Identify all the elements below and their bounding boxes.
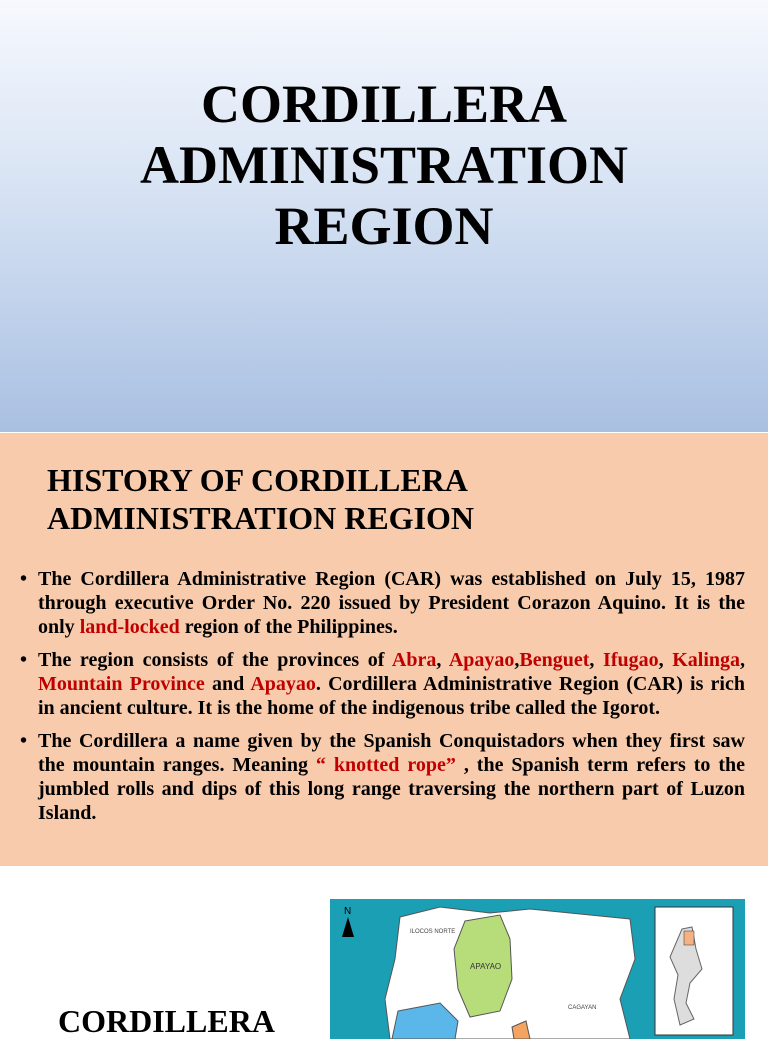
heading-line-2: ADMINISTRATION REGION	[47, 500, 475, 536]
bullet-2-intro: The region consists of the provinces of	[38, 649, 392, 671]
history-slide	[0, 433, 768, 866]
province-benguet: Benguet	[519, 649, 590, 671]
title-slide	[0, 0, 768, 432]
cordillera-map	[330, 899, 745, 1039]
bullet-2-rest: . Cordillera Administrative Region (CAR) is rich in ancient culture. It is the home of the indigenous tribe called the Igorot.	[38, 673, 745, 719]
title-line-3: REGION	[274, 196, 494, 256]
heading-line-1: HISTORY OF CORDILLERA	[47, 462, 468, 498]
map-label-apayao: APAYAO	[470, 962, 502, 971]
knotted-rope-highlight: “ knotted rope”	[315, 754, 456, 776]
bullet-dot: •	[20, 649, 28, 671]
province-apayao: Apayao	[448, 649, 515, 671]
history-bullets	[20, 567, 745, 834]
province-apayao-2: Apayao	[250, 673, 316, 695]
north-arrow-icon	[342, 917, 354, 937]
title-line-1: CORDILLERA	[200, 74, 568, 134]
land-locked-highlight: land-locked	[79, 616, 180, 638]
map-label-ilocos-norte: ILOCOS NORTE	[410, 929, 456, 935]
bullet-name-origin	[20, 729, 745, 825]
inset-highlight	[684, 931, 694, 945]
bullet-1-text-end: region of the Philippines.	[179, 616, 398, 638]
bullet-1-text: The Cordillera Administrative Region (CAR) was established on July 15, 1987 through executive Order No. 220 issued by President Corazon Aquino. It is the only	[38, 568, 745, 638]
province-ifugao: Ifugao	[603, 649, 659, 671]
bullet-dot: •	[20, 730, 28, 752]
bullet-3-text-end: , the Spanish term refers to the jumbled rolls and dips of this long range traversing the northern part of Luzon Island.	[38, 754, 746, 824]
slide-title	[0, 74, 768, 257]
bullet-provinces: • The region consists of the provinces of Abra, Apayao,Benguet, Ifugao, Kalinga, Mountain Province and Apayao. Cordillera Administrative Region (CAR) is rich in ancient culture. It is the home of the indigenous tribe called the Igorot.	[20, 649, 746, 719]
title-line-2: ADMINISTRATION	[139, 135, 629, 195]
province-abra: Abra	[391, 649, 437, 671]
map-graphic	[330, 899, 745, 1039]
map-slide-title: CORDILLERA	[58, 1003, 275, 1039]
cordillera-map-slide	[0, 867, 768, 1039]
bullet-dot: •	[20, 568, 28, 590]
north-label: N	[344, 906, 352, 917]
bullet-established	[20, 567, 745, 639]
map-label-cagayan: CAGAYAN	[568, 1005, 597, 1011]
province-mountain: Mountain Province	[38, 673, 205, 695]
bullet-3-text: The Cordillera a name given by the Spanish Conquistadors when they first saw the mountain ranges. Meaning	[38, 730, 745, 776]
history-heading	[47, 461, 727, 537]
province-kalinga: Kalinga	[672, 649, 741, 671]
